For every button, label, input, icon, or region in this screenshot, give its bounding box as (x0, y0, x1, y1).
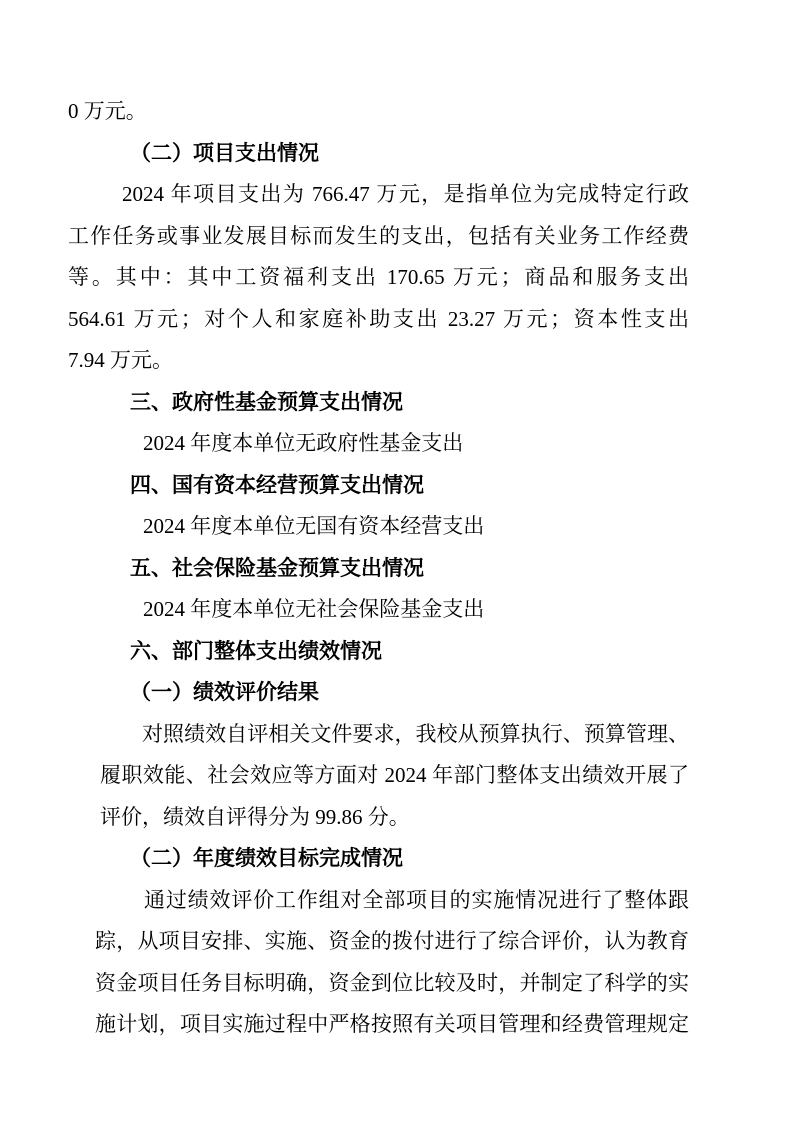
body-line: 564.61 万元；对个人和家庭补助支出 23.27 万元；资本性支出 (68, 306, 689, 331)
body-line: 等。其中：其中工资福利支出 170.65 万元；商品和服务支出 (68, 265, 689, 289)
body-line: 资金项目任务目标明确，资金到位比较及时，并制定了科学的实 (95, 970, 689, 995)
body-line: 履职效能、社会效应等方面对 2024 年部门整体支出绩效开展了 (100, 763, 689, 787)
section-heading-project-expenditure: （二）项目支出情况 (130, 141, 319, 165)
subsection-heading-evaluation-result: （一）绩效评价结果 (130, 681, 319, 704)
body-line: 通过绩效评价工作组对全部项目的实施情况进行了整体跟 (144, 887, 689, 912)
section-heading-state-capital: 四、国有资本经营预算支出情况 (130, 473, 424, 497)
body-line: 评价，绩效自评得分为 99.86 分。 (100, 804, 410, 829)
body-line: 施计划，项目实施过程中严格按照有关项目管理和经费管理规定 (95, 1012, 689, 1036)
body-line: 2024 年项目支出为 766.47 万元，是指单位为完成特定行政 (122, 182, 689, 206)
body-line: 踪，从项目安排、实施、资金的拨付进行了综合评价，认为教育 (95, 929, 689, 953)
section-heading-performance: 六、部门整体支出绩效情况 (130, 639, 382, 663)
statement-line: 2024 年度本单位无政府性基金支出 (143, 431, 464, 455)
statement-line: 2024 年度本单位无社会保险基金支出 (143, 597, 485, 621)
section-heading-social-insurance: 五、社会保险基金预算支出情况 (130, 556, 424, 580)
body-line: 工作任务或事业发展目标而发生的支出，包括有关业务工作经费 (68, 223, 689, 248)
section-heading-government-fund: 三、政府性基金预算支出情况 (130, 390, 403, 414)
body-line: 7.94 万元。 (68, 348, 173, 372)
subsection-heading-annual-goal: （二）年度绩效目标完成情况 (130, 847, 403, 870)
body-line-intro-end: 0 万元。 (68, 99, 147, 123)
statement-line: 2024 年度本单位无国有资本经营支出 (143, 514, 485, 538)
body-line: 对照绩效自评相关文件要求，我校从预算执行、预算管理、 (142, 721, 689, 746)
